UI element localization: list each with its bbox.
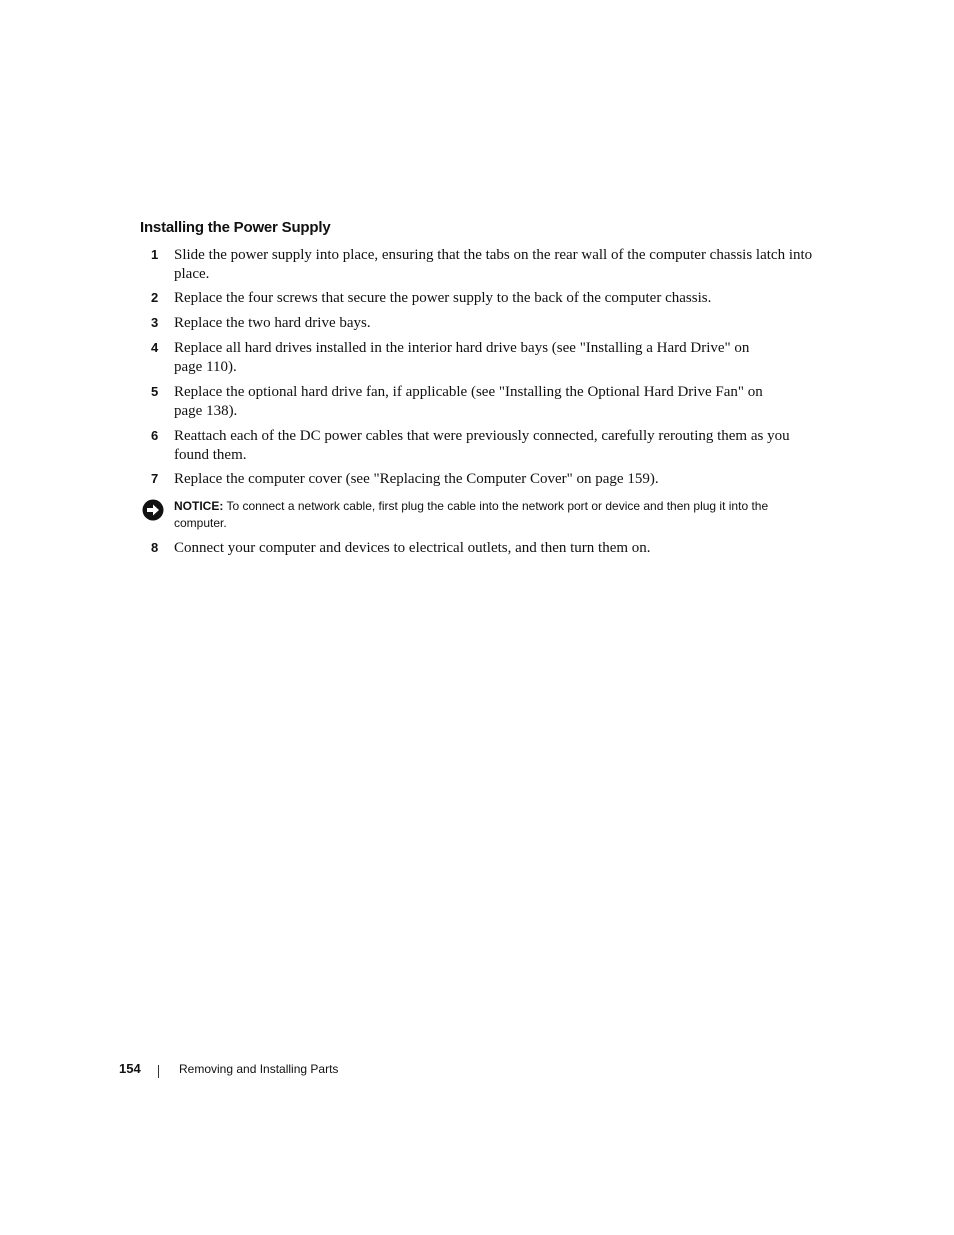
step-text: Replace the optional hard drive fan, if applicable (see "Installing the Optional Hard Drive Fan" on page 138). (174, 384, 763, 419)
step-number: 4 (151, 340, 159, 355)
step-number: 5 (151, 384, 159, 399)
step-text: Reattach each of the DC power cables that were previously connected, carefully rerouting them as you found them. (174, 428, 790, 463)
step-text: Connect your computer and devices to electrical outlets, and then turn them on. (174, 540, 651, 556)
page-footer (0, 1061, 954, 1081)
step-number: 6 (151, 428, 159, 443)
section-heading: Installing the Power Supply (140, 219, 331, 236)
notice-label: NOTICE: (174, 499, 224, 513)
step-text: Replace all hard drives installed in the interior hard drive bays (see "Installing a Hard Drive" on page 110). (174, 340, 750, 375)
step-number: 3 (151, 315, 159, 330)
notice-arrow-icon (142, 499, 164, 521)
footer-section-title: Removing and Installing Parts (179, 1062, 339, 1076)
step-number: 1 (151, 247, 159, 262)
step-number: 8 (151, 540, 159, 555)
step-text: Replace the two hard drive bays. (174, 315, 371, 331)
footer-divider (158, 1065, 159, 1078)
page-number: 154 (119, 1061, 141, 1076)
step-text: Replace the computer cover (see "Replacing the Computer Cover" on page 159). (174, 471, 659, 487)
step-number: 2 (151, 290, 159, 305)
step-number: 7 (151, 471, 159, 486)
notice-message: To connect a network cable, first plug the cable into the network port or device and then plug it into the computer. (174, 499, 769, 530)
step-text: Replace the four screws that secure the power supply to the back of the computer chassis. (174, 290, 712, 306)
notice-text (174, 498, 814, 532)
step-text: Slide the power supply into place, ensuring that the tabs on the rear wall of the computer chassis latch into place. (174, 247, 813, 282)
